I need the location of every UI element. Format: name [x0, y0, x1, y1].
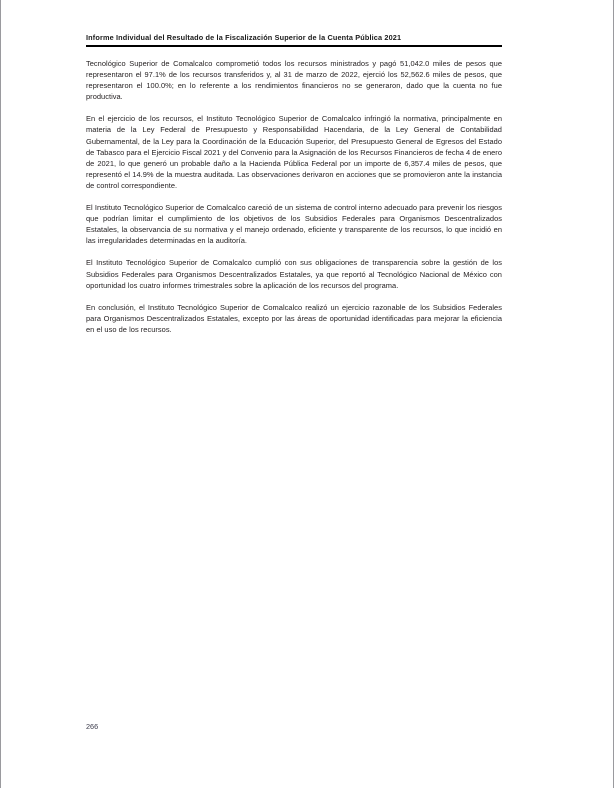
paragraph-recursos-ministrados: Tecnológico Superior de Comalcalco comprometió todos los recursos ministrados y pagó 51,042.0 miles de pesos que representaron el 97.1% de los recursos transferidos y, al 31 de marzo de 2022, ejerció los 52,562.6 miles de pesos, que representaron el 100.0%; en lo referente a los rendimientos financieros no se generaron, dado que la cuenta no fue productiva. — [86, 59, 502, 102]
page-number: 266 — [86, 722, 99, 731]
paragraph-control-interno: El Instituto Tecnológico Superior de Comalcalco careció de un sistema de control interno adecuado para prevenir los riesgos que podrían limitar el cumplimiento de los objetivos de los Subsidios Federales para Organismos Descentralizados Estatales, la observancia de su normativa y el manejo ordenado, eficiente y transparente de los recursos, lo que incidió en las irregularidades determinadas en la auditoría. — [86, 203, 502, 246]
header-divider — [86, 45, 502, 47]
paragraph-transparencia: El Instituto Tecnológico Superior de Comalcalco cumplió con sus obligaciones de transparencia sobre la gestión de los Subsidios Federales para Organismos Descentralizados Estatales, ya que reportó al Tecnológico Nacional de México con oportunidad los cuatro informes trimestrales sobre la aplicación de los recursos del programa. — [86, 258, 502, 290]
report-title: Informe Individual del Resultado de la Fiscalización Superior de la Cuenta Pública 2021 — [86, 33, 402, 42]
page-footer — [86, 722, 502, 732]
paragraph-normativa-infringida: En el ejercicio de los recursos, el Instituto Tecnológico Superior de Comalcalco infringió la normativa, principalmente en materia de la Ley Federal de Presupuesto y Responsabilidad Hacendaria, de la Ley General de Contabilidad Gubernamental, de la Ley para la Coordinación de la Educación Superior, del Presupuesto General de Egresos del Estado de Tabasco para el Ejercicio Fiscal 2021 y del Convenio para la Asignación de los Recursos Financieros de fecha 4 de enero de 2021, lo que generó un probable daño a la Hacienda Pública Federal por un importe de 6,357.4 miles de pesos, que representó el 14.9% de la muestra auditada. Las observaciones derivaron en acciones que se promovieron ante la instancia de control correspondiente. — [86, 114, 502, 190]
document-body — [86, 58, 502, 335]
page-header — [86, 33, 502, 47]
paragraph-conclusion: En conclusión, el Instituto Tecnológico Superior de Comalcalco realizó un ejercicio razonable de los Subsidios Federales para Organismos Descentralizados Estatales, excepto por las áreas de oportunidad identificadas para mejorar la eficiencia en el uso de los recursos. — [86, 302, 502, 334]
